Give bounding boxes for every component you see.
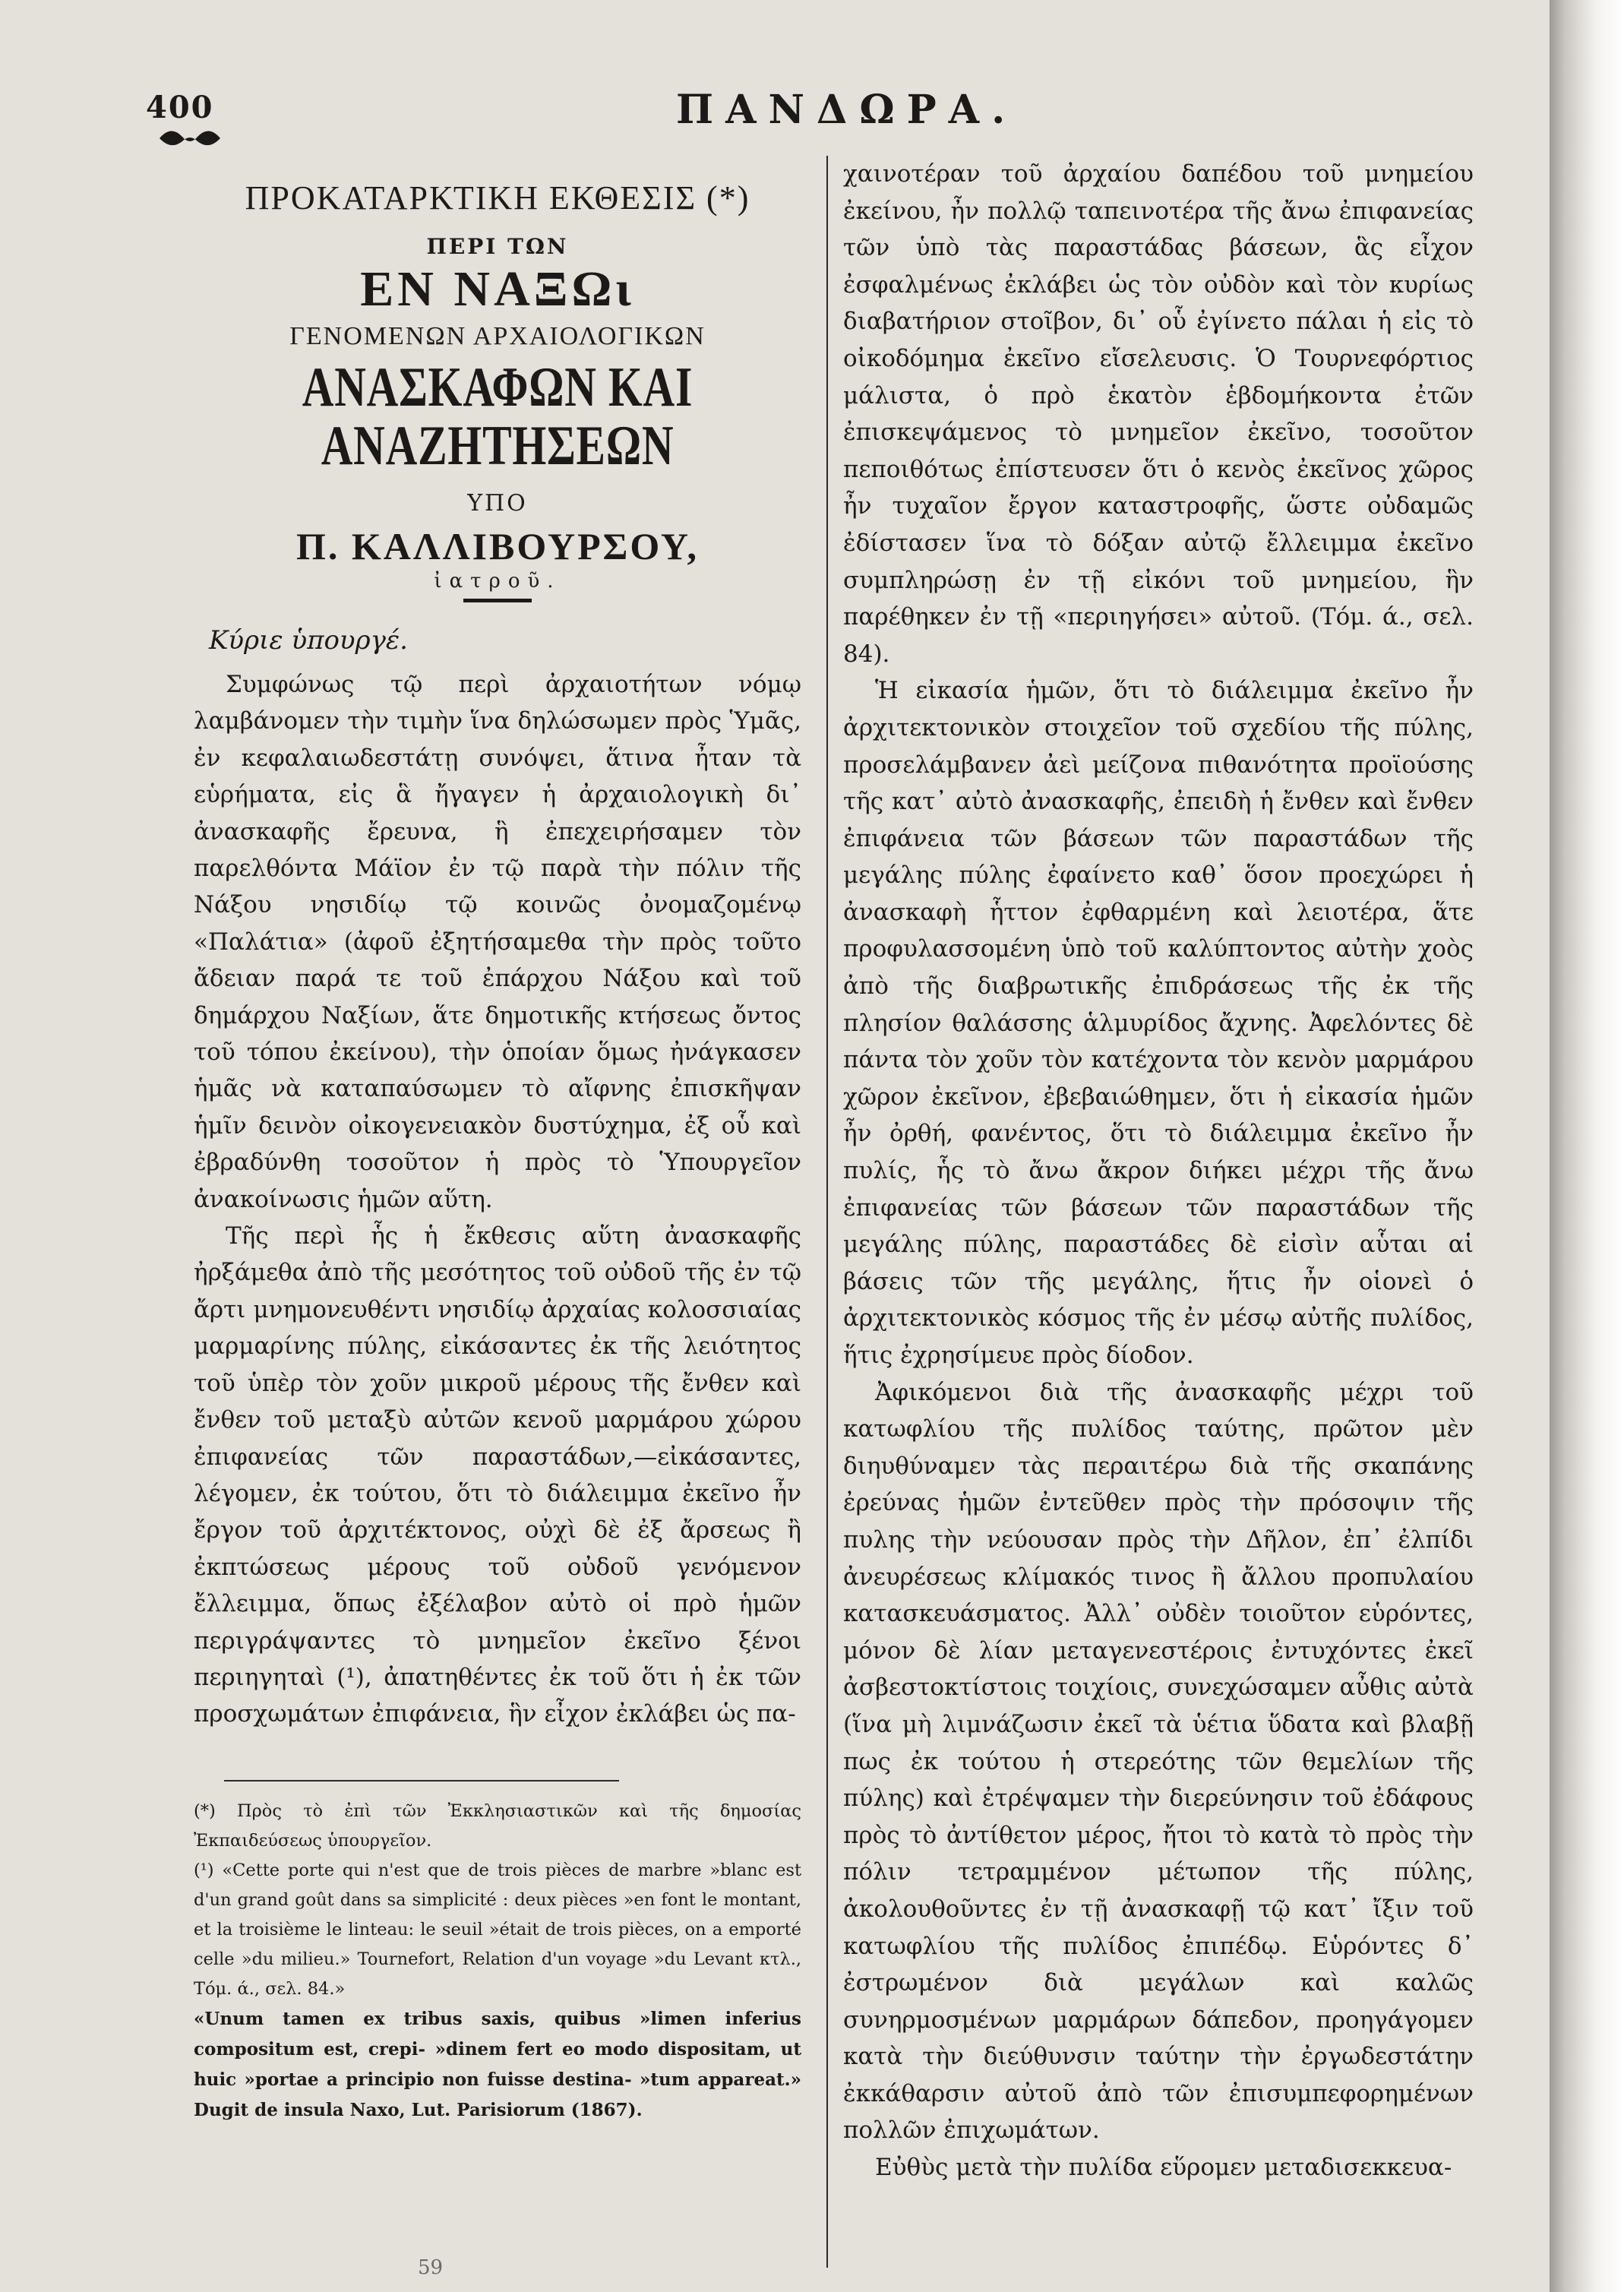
title-line-2: ΠΕΡΙ ΤΩΝ [426,234,569,259]
title-line-1: ΠΡΟΚΑΤΑΡΚΤΙΚΗ ΕΚΘΕΣΙΣ (*) [245,179,750,217]
right-paragraph-3 [843,1374,1474,2149]
bottom-mark: 59 [418,2256,444,2279]
right-paragraph-2-text: Ἡ εἰκασία ἡμῶν, ὅτι τὸ διάλειμμα ἐκεῖνο ἦν ἀρχιτεκτονικὸν στοιχεῖον τοῦ σχεδίου τῆς πύλης, προσελάμβανεν ἀεὶ μείζονα πιθανότητα προϊούσης τῆς κατ᾽ αὐτὸ ἀνασκαφῆς, ἐπειδὴ ἡ ἔνθεν καὶ ἔνθεν ἐπιφάνεια τῶν βάσεων τῶν παραστάδων τῆς μεγάλης πύλης ἐφαίνετο καθ᾽ ὅσον προεχώρει ἡ ἀνασκαφὴ ἧττον ἐφθαρμένη καὶ λειοτέρα, ἅτε προφυλασσομένη ὑπὸ τοῦ καλύπτοντος αὐτὴν χοὸς ἀπὸ τῆς διαβρωτικῆς ἐπιδράσεως τῆς ἐκ τῆς πλησίον θαλάσσης ἁλμυρίδος ἄχνης. Ἀφελόντες δὲ πάντα τὸν χοῦν τὸν κατέχοντα τὸν κενὸν μαρμάρου χῶρον ἐκεῖνον, ἐβεβαιώθημεν, ὅτι ἡ εἰκασία ἡμῶν ἦν ὀρθή, φανέντος, ὅτι τὸ διάλειμμα ἐκεῖνο ἦν πυλίς, ἧς τὸ ἄνω ἄκρον διήκει μέχρι τῆς ἄνω ἐπιφανείας τῶν βάσεων τῶν παραστάδων τῆς μεγάλης πύλης, παραστάδες δὲ εἰσὶν αὗται αἱ βάσεις τῶν τῆς μεγάλης, ἥτις ἦν οἱονεὶ ὁ ἀρχιτεκτονικὸς κόσμος τῆς ἐν μέσῳ αὐτῆς πυλίδος, ἥτις ἐχρησίμευε πρὸς δίοδον. [843,677,1474,1369]
title-line-3: ΕΝ ΝΑΞΩι [360,261,635,317]
salutation: Κύριε ὑπουργέ. [209,624,408,656]
column-divider [826,156,828,2268]
left-paragraph-2 [194,1218,801,1733]
left-paragraph-2-text: Τῆς περὶ ἧς ἡ ἔκθεσις αὕτη ἀνασκαφῆς ἠρξάμεθα ἀπὸ τῆς μεσότητος τοῦ οὐδοῦ τῆς ἐν τῷ ἄρτι μνημονευθέντι νησιδίῳ ἀρχαίας κολοσσιαίας μαρμαρίνης πύλης, εἰκάσαντες ἐκ τῆς λειότητος τοῦ ὑπὲρ τὸν χοῦν μικροῦ μέρους τῆς ἔνθεν καὶ ἔνθεν τοῦ μεταξὺ αὐτῶν κενοῦ μαρμάρου χώρου ἐπιφανείας τῶν παραστάδων,—εἰκάσαντες, λέγομεν, ἐκ τούτου, ὅτι τὸ διάλειμμα ἐκεῖνο ἦν ἔργον τοῦ ἀρχιτέκτονος, οὐχὶ δὲ ἐξ ἄρσεως ἢ ἐκπτώσεως μέρους τοῦ οὐδοῦ γενόμενον ἔλλειμμα, ὅπως ἐξέλαβον αὐτὸ οἱ πρὸ ἡμῶν περιγράψαντες τὸ μνημεῖον ἐκεῖνο ξένοι περιηγηταὶ (¹), ἀπατηθέντες ἐκ τοῦ ὅτι ἡ ἐκ τῶν προσχωμάτων ἐπιφάνεια, ἣν εἶχον ἐκλάβει ὡς πα- [194,1222,801,1728]
ornament-icon [156,123,224,153]
title-line-4: ΓΕΝΟΜΕΝΩΝ ΑΡΧΑΙΟΛΟΓΙΚΩΝ [289,321,706,350]
binding-edge [1550,0,1624,2292]
page-number: 400 [146,90,214,125]
footnote-rule [224,1780,619,1781]
right-paragraph-2 [843,672,1474,1374]
left-column [194,171,801,2126]
title-line-5: ΑΝΑΣΚΑΦΩΝ ΚΑΙ ΑΝΑΖΗΤΗΣΕΩΝ [302,356,694,478]
running-title: ΠΑΝΔΩΡΑ. [676,87,1018,133]
footnote-1-latin: «Unum tamen ex tribus saxis, quibus »limen inferius compositum est, crepi- »dinem fert eo modo dispositam, ut huic »portae a principio non fuisse destina- »tum appareat.» Dugit de insula Naxo, Lut. Parisiorum (1867). [194,2008,801,2120]
right-column [843,156,1474,2186]
right-paragraph-1: χαινοτέραν τοῦ ἀρχαίου δαπέδου τοῦ μνημείου ἐκείνου, ἦν πολλῷ ταπεινοτέρα τῆς ἄνω ἐπιφανείας τῶν ὑπὸ τὰς παραστάδας βάσεων, ἃς εἶχον ἐσφαλμένως ἐκλάβει ὡς τὸν οὐδὸν καὶ τὸν κυρίως διαβατήριον στοῖβον, δι᾽ οὗ ἐγίνετο πάλαι ἡ εἰς τὸ οἰκοδόμημα ἐκεῖνο εἴσελευσις. Ὁ Τουρνεφόρτιος μάλιστα, ὁ πρὸ ἑκατὸν ἑβδομήκοντα ἐτῶν ἐπισκεψάμενος τὸ μνημεῖον ἐκεῖνο, τοσοῦτον πεποιθότως ἐπίστευσεν ὅτι ὁ κενὸς ἐκεῖνος χῶρος ἦν τυχαῖον ἔργον καταστροφῆς, ὥστε οὐδαμῶς ἐδίστασεν ἵνα τὸ δόξαν αὐτῷ ἔλλειμμα ἐκεῖνο συμπληρώσῃ ἐν τῇ εἰκόνι τοῦ μνημείου, ἣν παρέθηκεν ἐν τῇ «περιηγήσει» αὐτοῦ. (Τόμ. ά., σελ. 84). [843,160,1474,668]
right-paragraph-4-text: Εὐθὺς μετὰ τὴν πυλίδα εὕρομεν μεταδισεκκευα- [875,2154,1452,2182]
author-name: Π. ΚΑΛΛΙΒΟΥΡΣΟΥ, [296,524,699,567]
title-line-6: ΥΠΟ [467,489,528,517]
author-role: ἰατροῦ. [434,569,561,593]
article-title-block [194,179,801,602]
title-rule [463,599,532,602]
right-paragraph-3-text: Ἀφικόμενοι διὰ τῆς ἀνασκαφῆς μέχρι τοῦ κατωφλίου τῆς πυλίδος ταύτης, πρῶτον μὲν διηυθύναμεν τὰς περαιτέρω διὰ τῆς σκαπάνης ἐρεύνας ἡμῶν ἐντεῦθεν πρὸς τὴν πρόσοψιν τῆς πυλης τὴν νεύουσαν πρὸς τὴν Δῆλον, ἐπ᾽ ἐλπίδι ἀνευρέσεως κλίμακός τινος ἢ ἄλλου προπυλαίου κατασκευάσματος. Ἀλλ᾽ οὐδὲν τοιοῦτον εὑρόντες, μόνον δὲ λίαν μεταγενεστέροις ἐντυχόντες ἐκεῖ ἀσβεστοκτίστοις τοιχίοις, συνεχώσαμεν αὖθις αὐτὰ (ἵνα μὴ λιμνάζωσιν ἐκεῖ τὰ ὑέτια ὕδατα καὶ βλαβῇ πως ἐκ τούτου ἡ στερεότης τῶν θεμελίων τῆς πύλης) καὶ ἐτρέψαμεν τὴν διερεύνησιν τοῦ ἐδάφους πρὸς τὸ ἀντίθετον μέρος, ἤτοι τὸ κατὰ τὸ πρὸς τὴν πόλιν τετραμμένον μέτωπον τῆς πύλης, ἀκολουθοῦντες ἐν τῇ ἀνασκαφῇ τῷ κατ᾽ ἴξιν τοῦ κατωφλίου τῆς πυλίδος ἐπιπέδῳ. Εὑρόντες δ᾽ ἐστρωμένον διὰ μεγάλων καὶ καλῶς συνηρμοσμένων μαρμάρων δάπεδον, προηγάγομεν κατὰ τὴν διεύθυνσιν ταύτην τὴν ἐργωδεστάτην ἐκκάθαρσιν αὐτοῦ ἀπὸ τῶν ἐπισυμπεφορημένων πολλῶν ἐπιχωμάτων. [843,1378,1474,2145]
left-paragraph-1-text: Συμφώνως τῷ περὶ ἀρχαιοτήτων νόμῳ λαμβάνομεν τὴν τιμὴν ἵνα δηλώσωμεν πρὸς Ὑμᾶς, ἐν κεφαλαιωδεστάτῃ συνόψει, ἅτινα ἦταν τὰ εὑρήματα, εἰς ἃ ἤγαγεν ἡ ἀρχαιολογικὴ δι᾽ ἀνασκαφῆς ἔρευνα, ἣ ἐπεχειρήσαμεν τὸν παρελθόντα Μάϊον ἐν τῷ παρὰ τὴν πόλιν τῆς Νάξου νησιδίῳ τῷ κοινῶς ὀνομαζομένῳ «Παλάτια» (ἀφοῦ ἐξητήσαμεθα τὴν πρὸς τοῦτο ἄδειαν παρά τε τοῦ ἐπάρχου Νάξου καὶ τοῦ δημάρχου Ναξίων, ἅτε δημοτικῆς κτήσεως ὄντος τοῦ τόπου ἐκείνου), τὴν ὁποίαν ὅμως ἠνάγκασεν ἡμᾶς νὰ καταπαύσωμεν τὸ αἴφνης ἐπισκῆψαν ἡμῖν δεινὸν οἰκογενειακὸν δυστύχημα, ἐξ οὗ καὶ ἐβραδύνθη τοσοῦτον ἡ πρὸς τὸ Ὑπουργεῖον ἀνακοίνωσις ἡμῶν αὕτη. [194,670,801,1213]
footnote-star: (*) Πρὸς τὸ ἐπὶ τῶν Ἐκκλησιαστικῶν καὶ τῆς δημοσίας Ἐκπαιδεύσεως ὑπουργεῖον. [194,1800,801,1851]
left-paragraph-1 [194,666,801,1218]
right-paragraph-4 [843,2149,1474,2186]
footnote-1-french: (¹) «Cette porte qui n'est que de trois pièces de marbre »blanc est d'un grand goût dans sa simplicité : deux pièces »en font le montant, et la troisième le linteau: le seuil »était de trois pièces, on a emporté celle »du milieu.» Tournefort, Relation d'un voyage »du Levant κτλ., Τόμ. ά., σελ. 84.» [194,1860,801,1999]
